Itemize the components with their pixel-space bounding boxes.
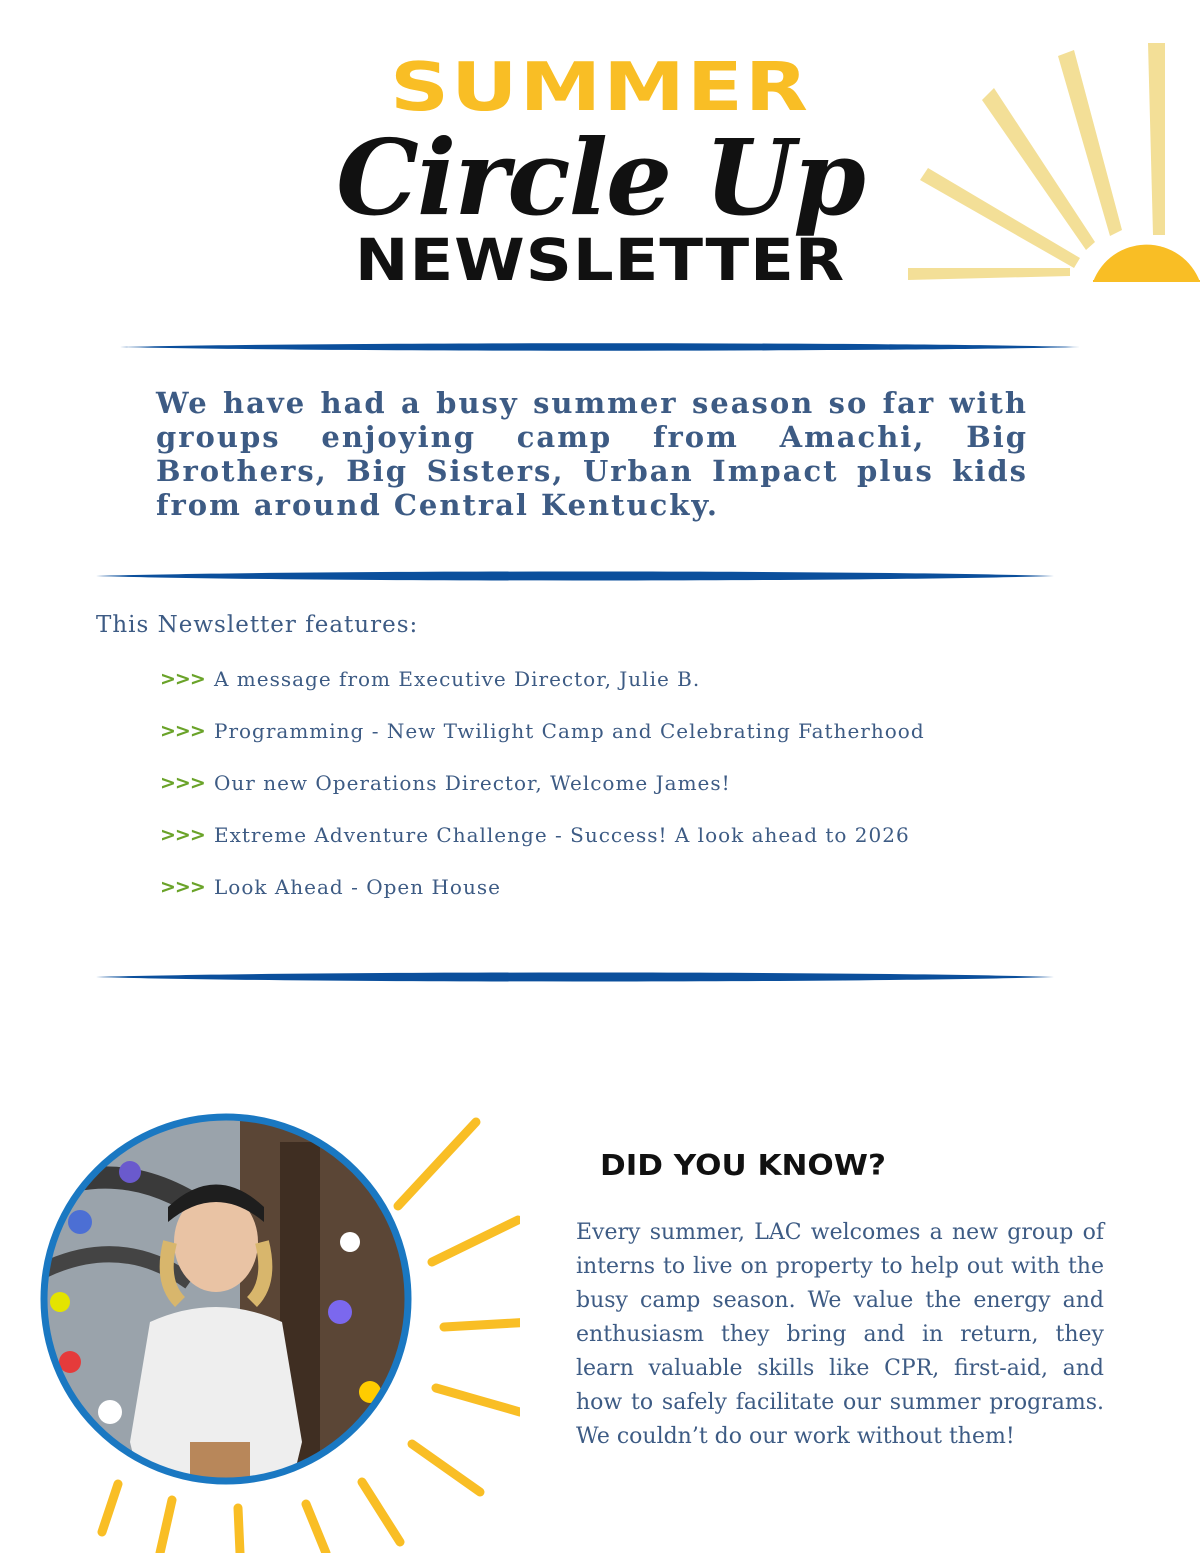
sun-rays-icon <box>890 30 1200 290</box>
list-item <box>160 767 925 819</box>
divider-middle <box>96 569 1054 583</box>
features-list <box>160 663 925 923</box>
list-item <box>160 663 925 715</box>
masthead-summer: SUMMER <box>390 48 810 127</box>
feature-text: A message from Executive Director, Julie B. <box>214 667 701 691</box>
did-you-know-body: Every summer, LAC welcomes a new group of interns to live on property to help out with the busy camp season. We value the energy and enthusiasm they bring and in return, they learn valuable skills like CPR, first-aid, and how to safely facilitate our summer programs. We couldn’t do our work without them! <box>576 1220 1104 1449</box>
did-you-know-heading: DID YOU KNOW? <box>600 1149 886 1183</box>
chevron-bullet-icon: >>> <box>160 876 205 898</box>
masthead-newsletter: NEWSLETTER <box>354 227 846 295</box>
feature-text: Look Ahead - Open House <box>214 875 501 899</box>
list-item <box>160 871 925 923</box>
chevron-bullet-icon: >>> <box>160 720 205 742</box>
intro-paragraph: We have had a busy summer season so far with groups enjoying camp from Amachi, Big Brothers, Big Sisters, Urban Impact plus kids from around Central Kentucky. <box>156 386 1028 522</box>
list-item <box>160 819 925 871</box>
feature-text: Our new Operations Director, Welcome James! <box>214 771 731 795</box>
features-heading: This Newsletter features: <box>96 612 419 638</box>
feature-text: Programming - New Twilight Camp and Celebrating Fatherhood <box>214 719 925 743</box>
divider-bottom <box>96 970 1054 984</box>
list-item <box>160 715 925 767</box>
chevron-bullet-icon: >>> <box>160 668 205 690</box>
intern-photo <box>40 1112 520 1553</box>
chevron-bullet-icon: >>> <box>160 772 205 794</box>
masthead-circle-up: Circle Up <box>336 116 864 239</box>
sun-half-icon <box>1093 245 1200 282</box>
chevron-bullet-icon: >>> <box>160 824 205 846</box>
divider-top <box>120 340 1080 354</box>
feature-text: Extreme Adventure Challenge - Success! A look ahead to 2026 <box>214 823 910 847</box>
